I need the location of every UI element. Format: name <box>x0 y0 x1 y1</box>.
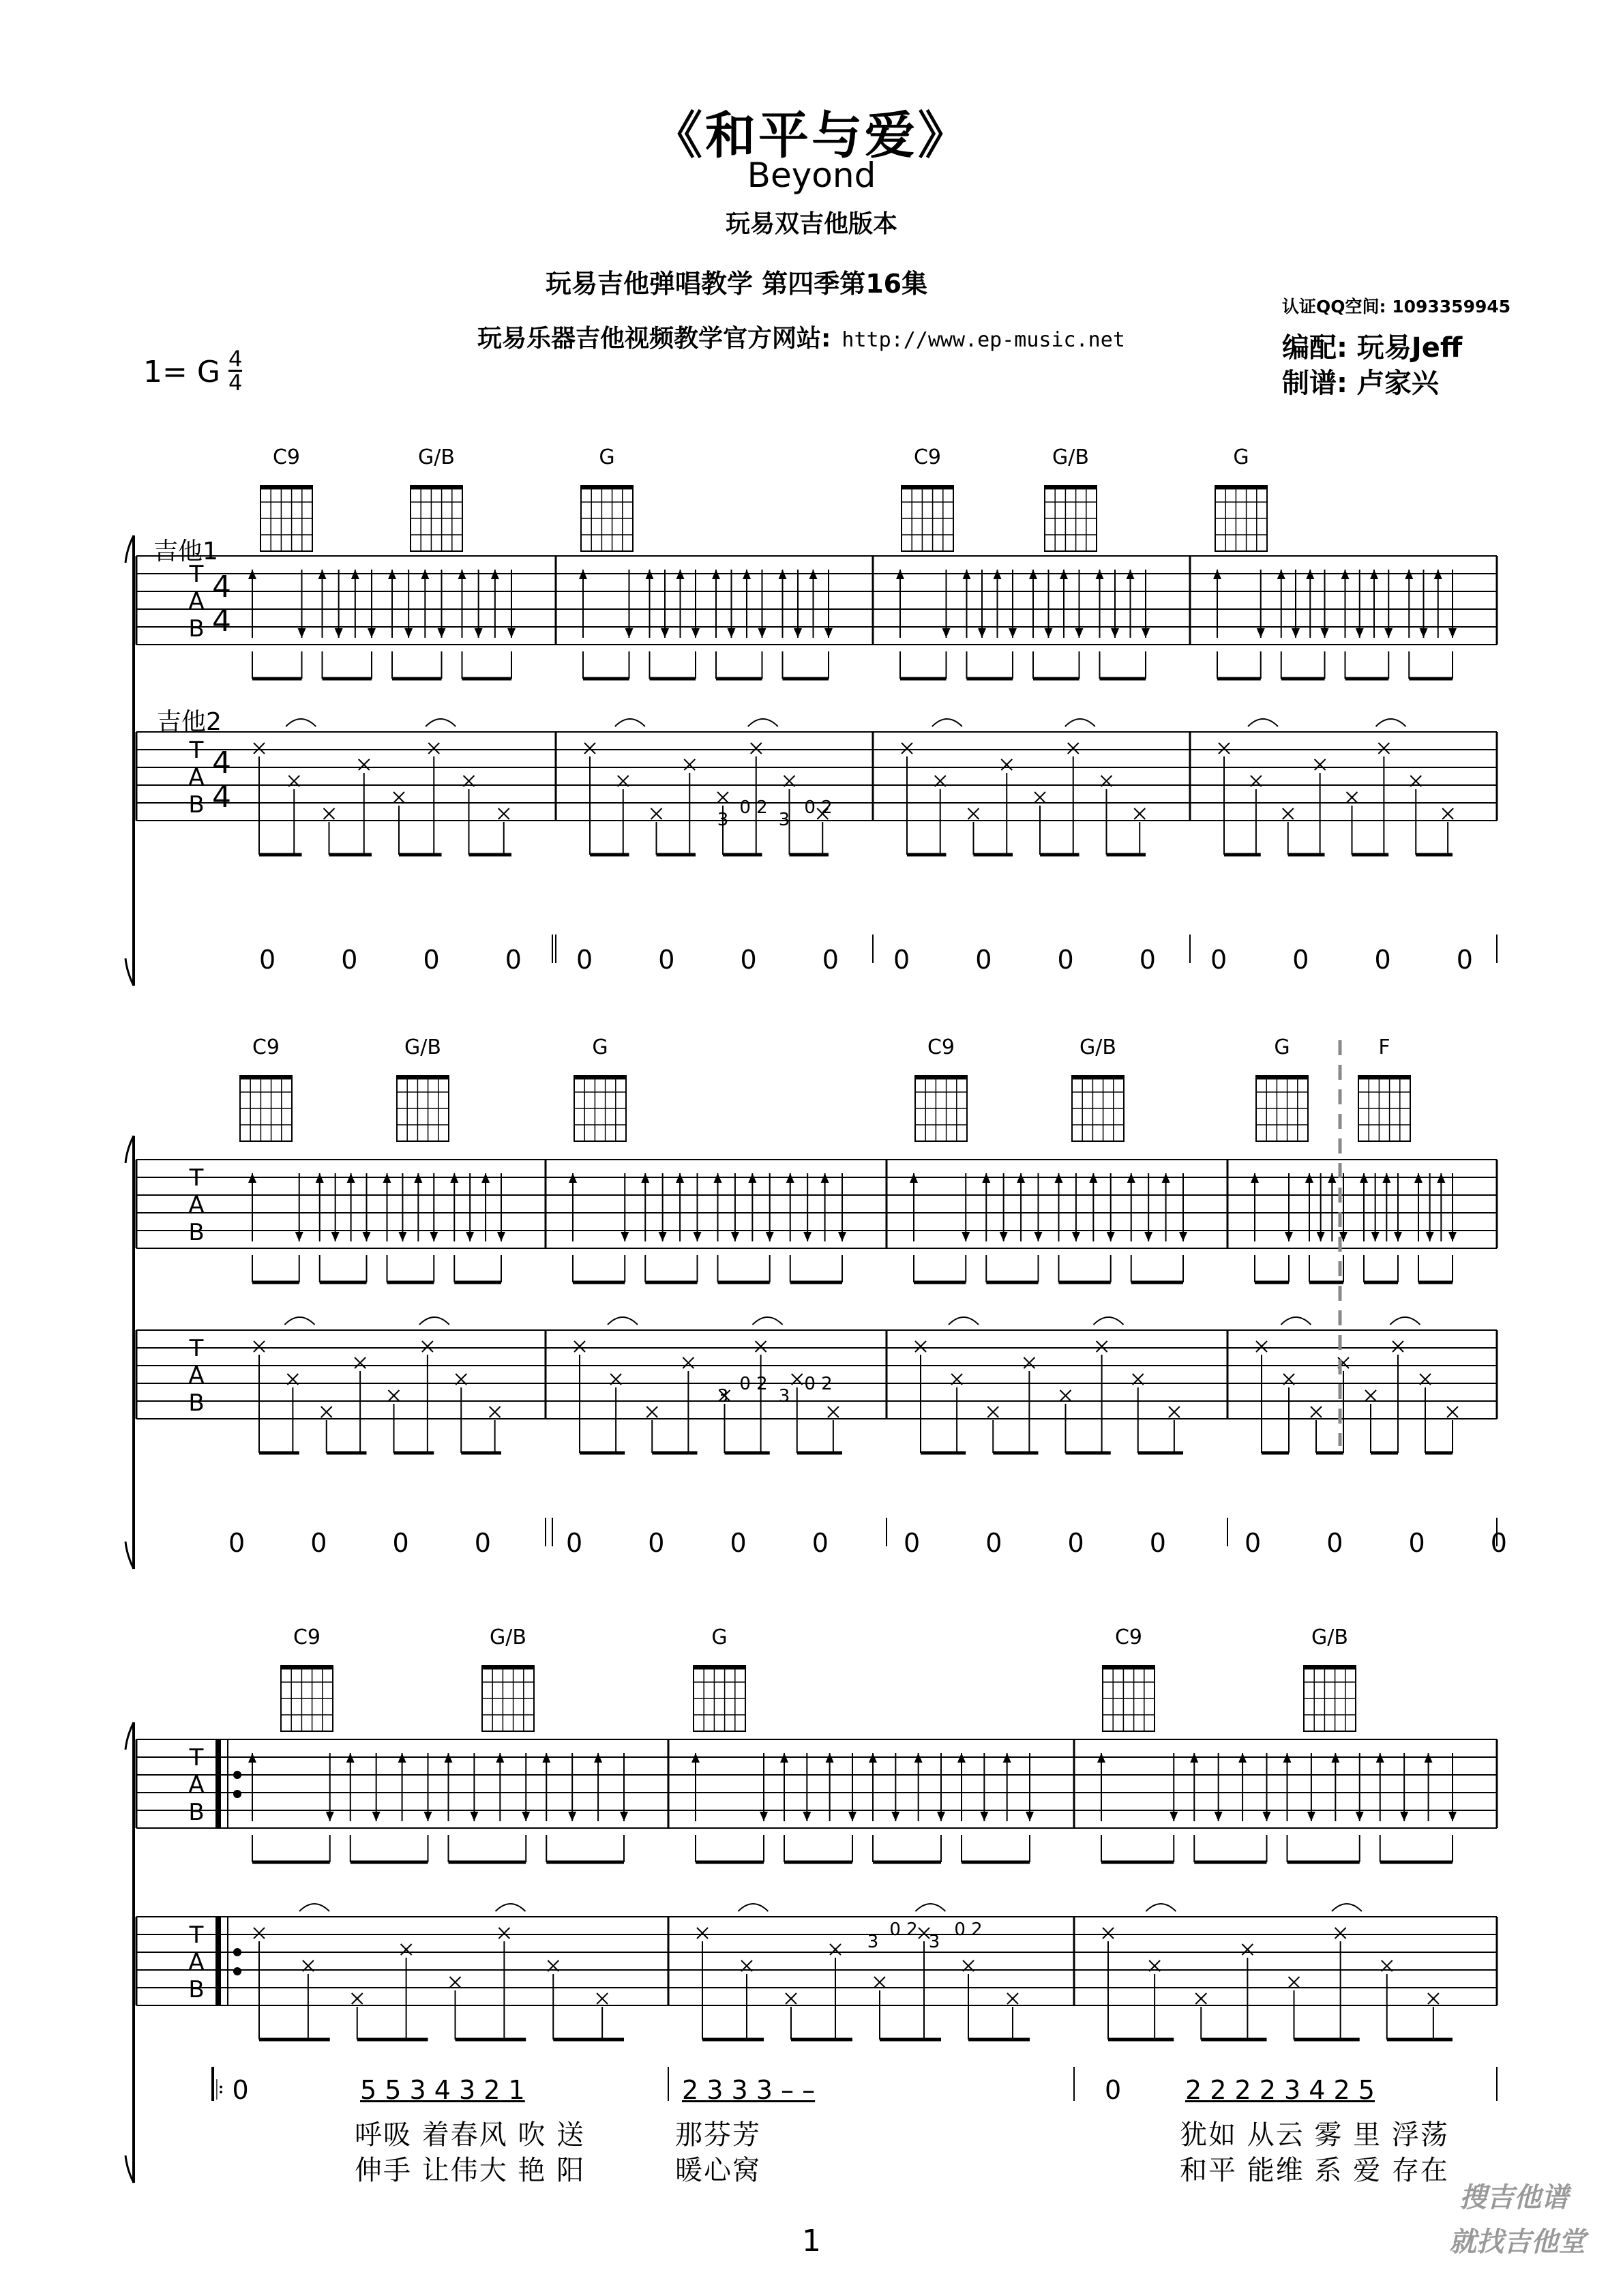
guitar2-label: 吉他2 <box>157 708 222 736</box>
strum-arrow <box>1045 628 1053 638</box>
lyric-segment: 伸手 让伟大 艳 阳 <box>355 2155 586 2186</box>
strum-arrow <box>1263 1812 1271 1821</box>
picking-note <box>254 743 265 754</box>
strum-arrow <box>1179 1232 1187 1241</box>
picking-note <box>717 792 728 803</box>
picking-note <box>1242 1944 1253 1955</box>
picking-note <box>902 743 912 754</box>
numbered-bar: 0 0 0 0 <box>576 945 867 975</box>
strum-arrow <box>1075 628 1084 638</box>
picking-note <box>1219 743 1230 754</box>
tab-clef-letter: B <box>188 1219 205 1246</box>
lyric-segment: 犹如 从云 雾 里 浮荡 <box>1180 2119 1449 2151</box>
tab-clef-letter: B <box>188 1799 205 1826</box>
chord-name-label: C9 <box>913 445 942 469</box>
page-number: 1 <box>802 2224 821 2258</box>
picking-note <box>401 1944 412 1955</box>
version-label: 玩易双吉他版本 <box>725 210 897 238</box>
picking-note <box>968 808 979 819</box>
watermark: 搜吉他谱 <box>1459 2182 1568 2213</box>
fret-number: 3 <box>717 810 729 830</box>
time-sig-digit: 4 <box>212 746 231 780</box>
strum-arrow <box>331 1232 340 1241</box>
tie-arc <box>1248 719 1278 726</box>
tie-arc <box>419 1317 449 1325</box>
strum-arrow <box>497 1232 505 1241</box>
numbered-bar: 0 0 0 0 <box>566 1528 857 1558</box>
numbered-bar: 0 0 0 0 <box>1210 945 1502 975</box>
strum-arrow <box>438 628 446 638</box>
chord-name-label: C9 <box>272 445 301 469</box>
time-sig-digit: 4 <box>212 780 231 814</box>
picking-note <box>1097 1341 1107 1352</box>
strum-arrow <box>1292 628 1300 638</box>
fret-number: 0 2 <box>739 1374 768 1394</box>
strum-arrow <box>1356 628 1364 638</box>
fret-number: 0 2 <box>889 1919 918 1940</box>
strum-arrow <box>507 628 516 638</box>
strum-arrow <box>621 1232 629 1241</box>
lyric-segment: 暖心窝 <box>675 2155 761 2186</box>
strum-arrow <box>363 1232 371 1241</box>
chord-name-label: G/B <box>1311 1625 1348 1649</box>
picking-note <box>786 1993 796 2004</box>
strum-arrow <box>728 628 736 638</box>
numbered-bar: 0 0 0 0 <box>893 945 1185 975</box>
tie-arc <box>496 1904 526 1911</box>
strum-arrow <box>824 628 833 638</box>
strum-arrow <box>661 628 669 638</box>
chord-name-label: G/B <box>490 1625 526 1649</box>
song-title: 《和平与爱》 <box>652 106 971 165</box>
tab-clef-letter: T <box>189 1164 204 1192</box>
chord-name-label: G/B <box>418 445 455 469</box>
picking-note <box>1335 1928 1346 1939</box>
picking-note <box>584 743 595 754</box>
strum-arrow <box>691 628 700 638</box>
strum-arrow <box>1371 1232 1380 1241</box>
strum-arrow <box>694 1232 702 1241</box>
strum-arrow <box>475 628 483 638</box>
strum-arrow <box>1307 1812 1315 1821</box>
strum-arrow <box>1384 628 1393 638</box>
picking-note <box>919 1928 929 1939</box>
picking-note <box>428 743 439 754</box>
strum-arrow <box>760 1812 768 1821</box>
repeat-dot <box>233 1967 241 1975</box>
tie-arc <box>748 719 778 726</box>
picking-note <box>1256 1341 1267 1352</box>
picking-note <box>651 808 662 819</box>
qq-label: 认证QQ空间: 1093359945 <box>1282 297 1511 317</box>
tie-arc <box>738 1904 768 1911</box>
lyric-segment: 和平 能维 系 爱 存在 <box>1180 2155 1449 2186</box>
picking-note <box>355 1357 366 1368</box>
strum-arrow <box>404 628 413 638</box>
tie-arc <box>1094 1317 1124 1325</box>
strum-arrow <box>659 1232 667 1241</box>
lyric-segment: 呼吸 着春风 吹 送 <box>355 2119 586 2151</box>
strum-arrow <box>1448 1812 1457 1821</box>
tab-clef-letter: A <box>188 588 205 615</box>
strum-arrow <box>1026 1812 1034 1821</box>
strum-arrow <box>1034 1232 1043 1241</box>
picking-note <box>422 1341 433 1352</box>
chord-name-label: G <box>599 445 615 469</box>
picking-note <box>697 1928 708 1939</box>
strum-arrow <box>1000 1232 1008 1241</box>
numbered-bar: 0 0 0 0 <box>259 945 550 975</box>
strum-arrow <box>430 1232 438 1241</box>
strum-arrow <box>295 1232 303 1241</box>
picking-note <box>1311 1407 1322 1417</box>
tab-clef-letter: A <box>188 1192 205 1219</box>
strum-arrow <box>1394 1232 1402 1241</box>
strum-arrow <box>1144 1232 1152 1241</box>
picking-note <box>1103 1928 1114 1939</box>
picking-note <box>498 1928 509 1939</box>
strum-arrow <box>620 1812 628 1821</box>
picking-note <box>830 1944 841 1955</box>
strum-arrow <box>803 1812 811 1821</box>
strum-arrow <box>794 628 802 638</box>
numbered-bar: 0 0 0 0 <box>1245 1528 1536 1558</box>
strum-arrow <box>625 628 634 638</box>
strum-arrow <box>1426 1232 1434 1241</box>
tab-clef-letter: B <box>188 615 205 643</box>
site-url[interactable]: http://www.ep-music.net <box>842 328 1125 352</box>
strum-arrow <box>568 1812 576 1821</box>
tab-clef-letter: A <box>188 1949 205 1976</box>
strum-arrow <box>424 1812 432 1821</box>
strum-arrow <box>1317 1232 1325 1241</box>
picking-note <box>450 1977 461 1988</box>
key-signature: 1= G <box>143 355 220 389</box>
tie-arc <box>615 719 645 726</box>
tab-clef-letter: T <box>189 1744 204 1771</box>
chord-name-label: F <box>1378 1035 1390 1059</box>
picking-note <box>490 1407 501 1417</box>
strum-arrow <box>1400 1812 1408 1821</box>
chord-name-label: C9 <box>293 1625 321 1649</box>
strum-arrow <box>980 1812 988 1821</box>
guitar1-label: 吉他1 <box>153 538 218 565</box>
melody-bar: 5 5 3 4 3 2 1 <box>360 2075 525 2105</box>
picking-note <box>498 808 509 819</box>
tie-arc <box>753 1317 783 1325</box>
strum-arrow <box>1009 628 1017 638</box>
numbered-bar: 0 0 0 0 <box>228 1528 520 1558</box>
picking-note <box>574 1341 585 1352</box>
tie-arc <box>1146 1904 1176 1911</box>
picking-note <box>1068 743 1079 754</box>
picking-note <box>1134 808 1145 819</box>
strum-arrow <box>368 628 376 638</box>
chord-name-label: G <box>1274 1035 1290 1059</box>
picking-note <box>1283 808 1294 819</box>
tie-arc <box>949 1317 979 1325</box>
strum-arrow <box>1257 628 1265 638</box>
tie-arc <box>284 1317 314 1325</box>
picking-note <box>915 1341 926 1352</box>
transcriber-label: 制谱: 卢家兴 <box>1282 368 1439 399</box>
tab-clef-letter: A <box>188 764 205 791</box>
strum-arrow <box>731 1232 739 1241</box>
picking-note <box>321 1407 332 1417</box>
picking-note <box>254 1928 265 1939</box>
tab-clef-letter: B <box>188 1976 205 2003</box>
tab-clef-letter: B <box>188 1389 205 1417</box>
picking-note <box>254 1341 265 1352</box>
site-label: 玩易乐器吉他视频教学官方网站: <box>477 325 831 353</box>
picking-note <box>1428 1993 1439 2004</box>
picking-note <box>987 1407 998 1417</box>
picking-note <box>683 1357 694 1368</box>
tab-clef-letter: T <box>189 1335 204 1362</box>
strum-arrow <box>522 1812 530 1821</box>
fret-number: 0 2 <box>804 797 833 818</box>
picking-note <box>1393 1341 1403 1352</box>
fret-number: 0 2 <box>804 1374 833 1394</box>
strum-arrow <box>1072 1232 1080 1241</box>
picking-note <box>1060 1390 1071 1401</box>
strum-arrow <box>1107 1232 1115 1241</box>
tie-arc <box>608 1317 638 1325</box>
tie-arc <box>1376 719 1406 726</box>
melody-bar: 0 <box>1105 2075 1122 2105</box>
watermark: 就找吉他堂 <box>1449 2226 1585 2258</box>
strum-arrow <box>470 1812 478 1821</box>
picking-note <box>1442 808 1453 819</box>
strum-arrow <box>1285 1232 1293 1241</box>
picking-note <box>1169 1407 1180 1417</box>
numbered-bar: 0 0 0 0 <box>904 1528 1195 1558</box>
fret-number: 3 <box>778 1386 790 1407</box>
tab-clef-letter: A <box>188 1771 205 1799</box>
tie-arc <box>299 1904 329 1911</box>
tab-clef-letter: A <box>188 1362 205 1389</box>
picking-note <box>1024 1357 1034 1368</box>
tie-arc <box>1281 1317 1311 1325</box>
strum-arrow <box>758 628 766 638</box>
strum-arrow <box>298 628 306 638</box>
strum-arrow <box>372 1812 381 1821</box>
repeat-dot <box>233 1948 241 1956</box>
strum-arrow <box>848 1812 857 1821</box>
picking-note <box>1378 743 1389 754</box>
picking-note <box>597 1993 608 2004</box>
picking-note <box>1289 1977 1300 1988</box>
artist-name: Beyond <box>747 156 876 195</box>
tie-arc <box>426 719 456 726</box>
tie-arc <box>286 719 316 726</box>
fret-number: 0 2 <box>739 797 768 818</box>
arranger-label: 编配: 玩易Jeff <box>1282 332 1463 364</box>
chord-name-label: C9 <box>1114 1625 1143 1649</box>
tab-clef-letter: T <box>189 737 204 764</box>
tab-clef-letter: T <box>189 1922 204 1949</box>
chord-name-label: G/B <box>1079 1035 1116 1059</box>
chord-name-label: C9 <box>927 1035 955 1059</box>
melody-bar: 2 2 2 2 3 4 2 5 <box>1185 2075 1375 2105</box>
strum-arrow <box>1448 628 1457 638</box>
fret-number: 3 <box>717 1386 729 1407</box>
fret-number: 3 <box>867 1932 879 1952</box>
strum-arrow <box>838 1232 846 1241</box>
picking-note <box>393 792 404 803</box>
time-sig-denominator: 4 <box>228 370 243 396</box>
chord-name-label: G <box>1233 445 1249 469</box>
strum-arrow <box>1356 1812 1364 1821</box>
strum-arrow <box>1448 1232 1457 1241</box>
strum-arrow <box>937 1812 945 1821</box>
picking-note <box>828 1407 839 1417</box>
picking-note <box>874 1977 885 1988</box>
picking-note <box>1447 1407 1458 1417</box>
picking-note <box>1365 1390 1376 1401</box>
melody-repeat-start: 𝄆 0 <box>211 2075 249 2105</box>
picking-note <box>1347 792 1358 803</box>
picking-note <box>352 1993 363 2004</box>
picking-note <box>756 1341 766 1352</box>
chord-name-label: G/B <box>404 1035 441 1059</box>
chord-name-label: G/B <box>1052 445 1089 469</box>
lesson-label: 玩易吉他弹唱教学 第四季第16集 <box>546 269 928 299</box>
strum-arrow <box>766 1232 774 1241</box>
time-sig-digit: 4 <box>212 570 231 604</box>
tie-arc <box>1390 1317 1420 1325</box>
tie-arc <box>1332 1904 1362 1911</box>
strum-arrow <box>891 1812 899 1821</box>
picking-note <box>646 1407 657 1417</box>
chord-name-label: G <box>711 1625 728 1649</box>
picking-note <box>684 759 695 770</box>
repeat-dot <box>233 1771 241 1779</box>
strum-arrow <box>978 628 986 638</box>
strum-arrow <box>1321 628 1329 638</box>
strum-arrow <box>326 1812 334 1821</box>
chord-name-label: C9 <box>252 1035 280 1059</box>
strum-arrow <box>1170 1812 1178 1821</box>
fret-number: 3 <box>928 1932 940 1952</box>
picking-note <box>1034 792 1045 803</box>
time-sig-numerator: 4 <box>228 346 243 372</box>
tie-arc <box>932 719 962 726</box>
tab-clef-letter: T <box>189 561 204 588</box>
strum-arrow <box>803 1232 812 1241</box>
strum-arrow <box>398 1232 406 1241</box>
picking-note <box>1195 1993 1206 2004</box>
strum-arrow <box>942 628 951 638</box>
strum-arrow <box>335 628 343 638</box>
time-sig-digit: 4 <box>212 604 231 638</box>
picking-note <box>1315 759 1326 770</box>
picking-note <box>1007 1993 1018 2004</box>
melody-bar: 2 3 3 3 – – <box>682 2075 816 2105</box>
strum-arrow <box>962 1232 970 1241</box>
strum-arrow <box>1215 1812 1223 1821</box>
picking-note <box>324 808 335 819</box>
lyric-segment: 那芬芳 <box>675 2119 761 2151</box>
tie-arc <box>915 1904 945 1911</box>
chord-name-label: G <box>592 1035 608 1059</box>
picking-note <box>389 1390 400 1401</box>
tie-arc <box>1065 719 1095 726</box>
strum-arrow <box>466 1232 474 1241</box>
repeat-dot <box>233 1790 241 1798</box>
strum-arrow <box>1111 628 1119 638</box>
tab-clef-letter: B <box>188 791 205 819</box>
fret-number: 0 2 <box>954 1919 983 1940</box>
strum-arrow <box>1142 628 1150 638</box>
strum-arrow <box>1420 628 1428 638</box>
fret-number: 3 <box>778 810 790 830</box>
picking-note <box>359 759 370 770</box>
picking-note <box>751 743 762 754</box>
picking-note <box>1001 759 1012 770</box>
